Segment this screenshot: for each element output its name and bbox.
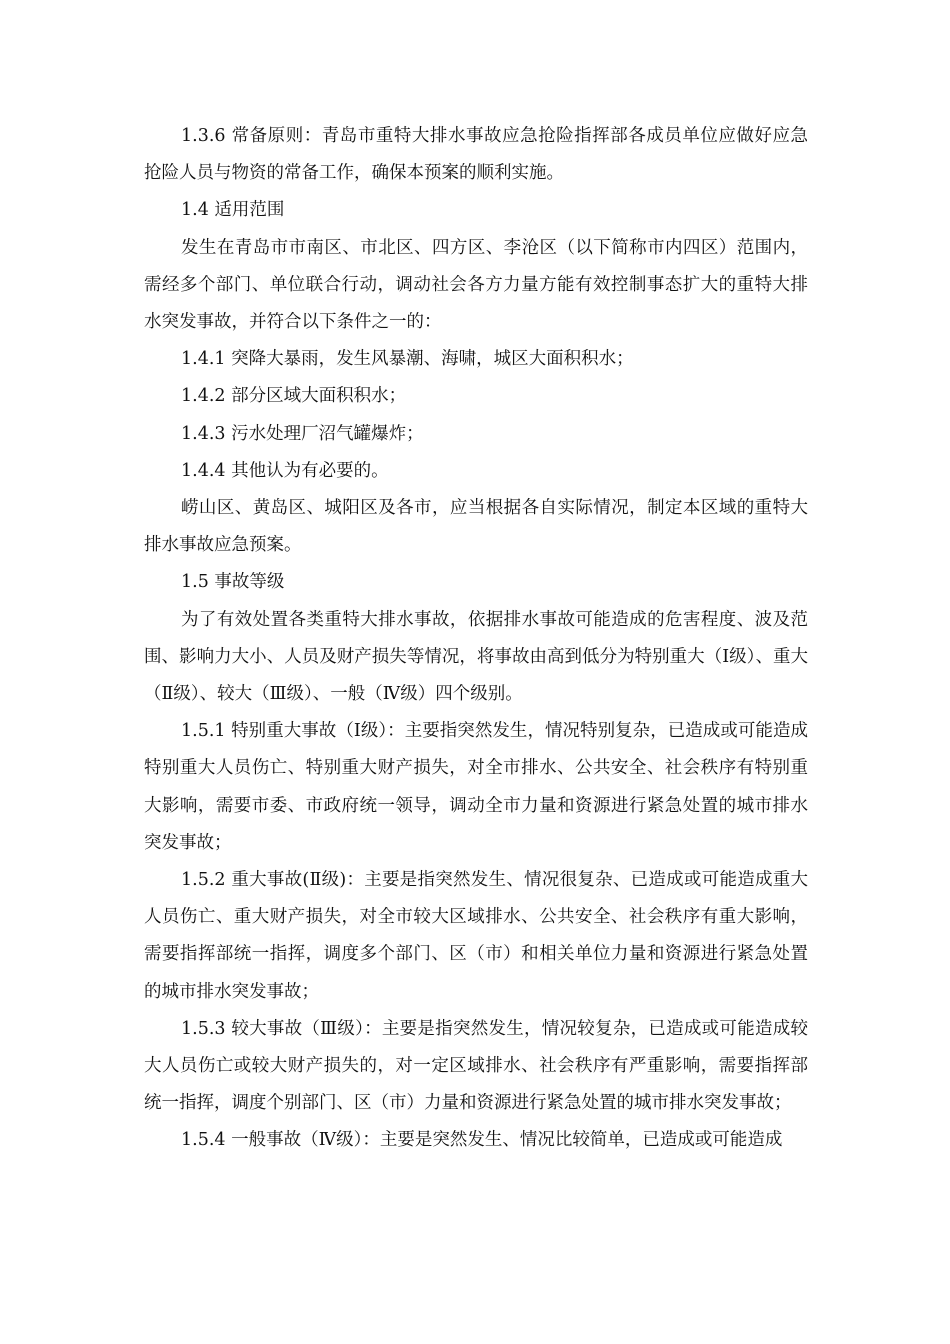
list-item-1-4-4: 1.4.4 其他认为有必要的。	[181, 460, 389, 481]
list-item-1-4-2: 1.4.2 部分区域大面积积水；	[181, 386, 407, 407]
list-item-1-5-1: 1.5.1 特别重大事故（Ⅰ级）：主要指突然发生，情况特别复杂，已造成或可能造成特别重大人员伤亡、特别重大财产损失，对全市排水、公共安全、社会秩序有特别重大影响，需要市委、市政府统一领导，调动全市力量和资源进行紧急处置的城市排水突发事故；	[144, 721, 808, 853]
list-item-1-4-3: 1.4.3 污水处理厂沼气罐爆炸；	[181, 423, 424, 444]
list-item-1-4-1: 1.4.1 突降大暴雨，发生风暴潮、海啸，城区大面积积水；	[181, 349, 634, 370]
heading-1-5: 1.5 事故等级	[181, 572, 285, 593]
heading-1-4: 1.4 适用范围	[181, 200, 285, 221]
list-item-1-5-4: 1.5.4 一般事故（Ⅳ级）：主要是突然发生、情况比较简单，已造成或可能造成	[181, 1130, 783, 1151]
list-item-1-5-2: 1.5.2 重大事故(Ⅱ级)：主要是指突然发生、情况很复杂、已造成或可能造成重大人员伤亡、重大财产损失，对全市较大区域排水、公共安全、社会秩序有重大影响，需要指挥部统一指挥，调度多个部门、区（市）和相关单位力量和资源进行紧急处置的城市排水突发事故；	[144, 870, 808, 1002]
document-body	[144, 118, 808, 1160]
paragraph-other-districts: 崂山区、黄岛区、城阳区及各市，应当根据各自实际情况，制定本区域的重特大排水事故应急预案。	[144, 498, 808, 556]
paragraph-1-3-6: 1.3.6 常备原则：青岛市重特大排水事故应急抢险指挥部各成员单位应做好应急抢险人员与物资的常备工作，确保本预案的顺利实施。	[144, 126, 808, 184]
list-item-1-5-3: 1.5.3 较大事故（Ⅲ级）：主要是指突然发生，情况较复杂，已造成或可能造成较大人员伤亡或较大财产损失的，对一定区域排水、社会秩序有严重影响，需要指挥部统一指挥，调度个别部门、区（市）力量和资源进行紧急处置的城市排水突发事故；	[144, 1018, 808, 1114]
paragraph-scope: 发生在青岛市市南区、市北区、四方区、李沧区（以下简称市内四区）范围内，需经多个部门、单位联合行动，调动社会各方力量方能有效控制事态扩大的重特大排水突发事故，并符合以下条件之一的：	[144, 237, 808, 333]
paragraph-levels: 为了有效处置各类重特大排水事故，依据排水事故可能造成的危害程度、波及范围、影响力大小、人员及财产损失等情况，将事故由高到低分为特别重大（Ⅰ级）、重大（Ⅱ级）、较大（Ⅲ级）、一般（Ⅳ级）四个级别。	[144, 609, 808, 705]
